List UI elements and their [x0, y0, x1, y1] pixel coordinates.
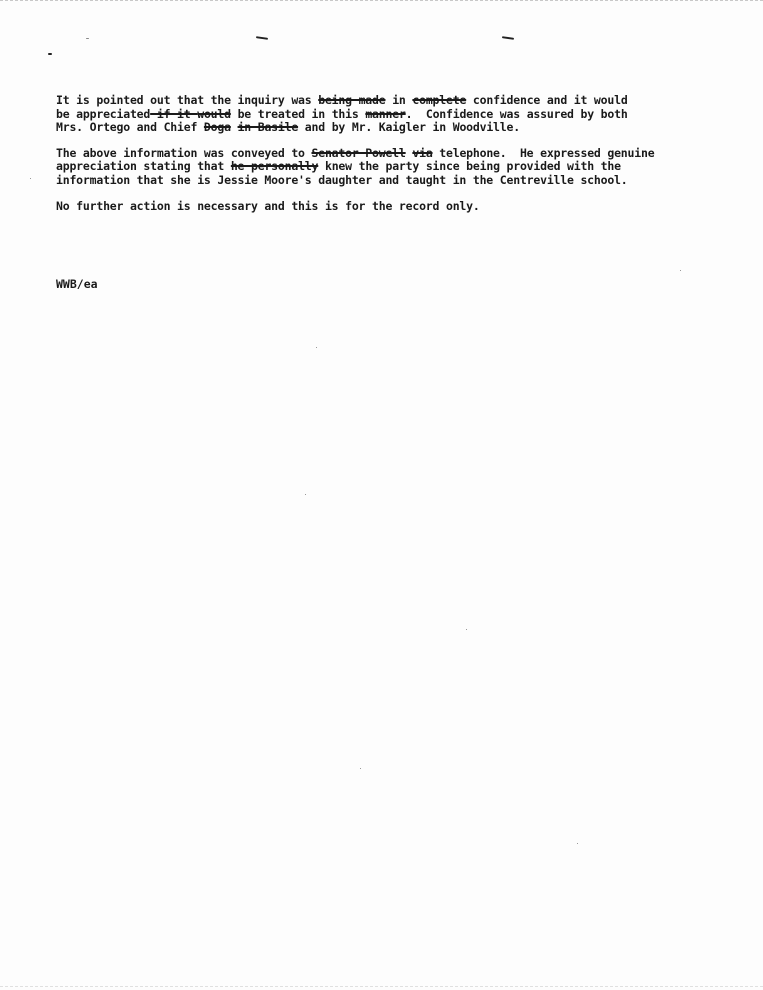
- struck-text: manner: [365, 106, 406, 121]
- scan-speck: [680, 270, 681, 271]
- text-segment: and by Mr. Kaigler in Woodville.: [298, 120, 520, 135]
- text-segment: be appreciated: [56, 106, 151, 121]
- text-segment: knew the party since being provided with the: [318, 159, 621, 174]
- text-line: [56, 94, 736, 108]
- memo-paragraph: [56, 200, 736, 214]
- scan-mark: [502, 36, 514, 40]
- text-segment: confidence and it would: [466, 93, 628, 107]
- memo-paragraph: [56, 94, 736, 135]
- memo-paragraph: [56, 147, 736, 188]
- text-segment: Mrs. Ortego and Chief: [56, 120, 204, 135]
- text-segment: in: [385, 93, 413, 107]
- scan-mark: [256, 36, 268, 40]
- scan-speck: [360, 768, 361, 769]
- struck-text: if it: [150, 106, 198, 121]
- struck-text: via: [412, 145, 433, 160]
- text-segment: telephone. He expressed genuine: [432, 145, 655, 160]
- text-line: [56, 121, 736, 135]
- struck-text: Doga: [203, 120, 231, 135]
- scan-speck: [577, 843, 578, 844]
- scan-speck: [30, 178, 31, 179]
- text-segment: The above information was conveyed to: [56, 145, 312, 160]
- text-segment: be treated in this: [230, 106, 366, 121]
- text-line: [56, 147, 736, 161]
- bottom-perforation: [0, 986, 763, 989]
- text-segment: . Confidence was assured by both: [405, 106, 628, 121]
- scan-speck: [305, 494, 306, 495]
- text-segment: [231, 120, 238, 134]
- struck-text: complete: [412, 93, 467, 107]
- scan-speck: [466, 629, 467, 630]
- struck-text: in Basile: [237, 120, 299, 135]
- text-line: [56, 200, 736, 214]
- text-line: [56, 174, 736, 188]
- text-segment: information that she is Jessie Moore's daughter and taught in the Centreville school.: [56, 172, 628, 187]
- top-perforation: [0, 0, 763, 3]
- text-line: [56, 108, 736, 122]
- struck-text: being made: [318, 93, 386, 107]
- text-line: [56, 160, 736, 174]
- memo-body: [56, 94, 736, 225]
- text-segment: appreciation stating that: [56, 159, 231, 174]
- struck-text: Senator Powell: [311, 145, 406, 160]
- text-segment: No further action is necessary and this is for the record only.: [56, 198, 480, 213]
- scan-mark: [86, 38, 89, 39]
- text-segment: It is pointed out that the inquiry was: [56, 93, 319, 107]
- struck-text: would: [197, 106, 231, 121]
- struck-text: he personally: [230, 159, 319, 174]
- scan-mark: [48, 53, 52, 55]
- typist-initials: WWB/ea: [56, 277, 98, 291]
- scan-speck: [316, 347, 317, 348]
